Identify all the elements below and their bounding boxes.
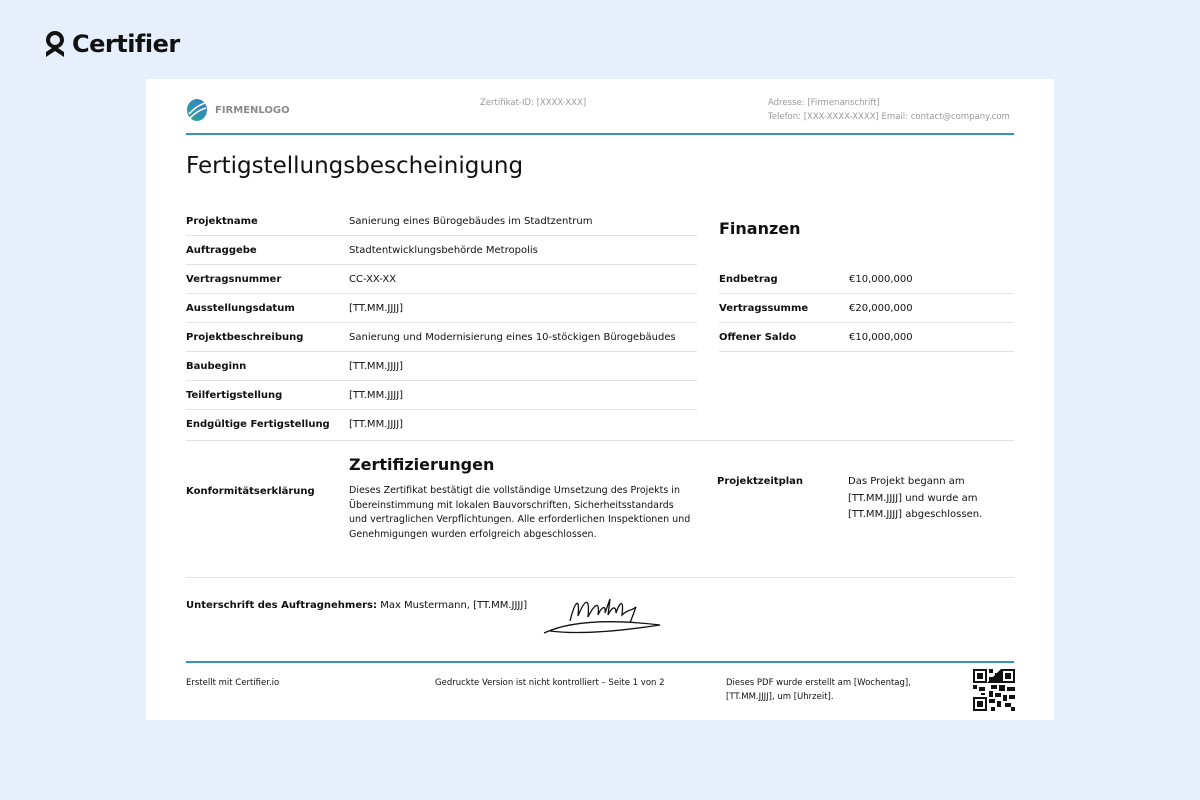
signature-image [540, 591, 665, 637]
timeline-text: Das Projekt begann am [TT.MM.JJJJ] und wurde am [TT.MM.JJJJ] abgeschlossen. [848, 476, 983, 520]
row-value: [TT.MM.JJJJ] [349, 419, 404, 430]
page-title: Fertigstellungsbescheinigung [186, 153, 524, 179]
finance-heading: Finanzen [719, 219, 801, 238]
finance-row [719, 294, 1014, 323]
conformity-label: Konformitätserklärung [186, 486, 315, 497]
row-value: Sanierung eines Bürogebäudes im Stadtzentrum [349, 215, 593, 227]
row-value: [TT.MM.JJJJ] [349, 389, 404, 401]
company-logo-text: FIRMENLOGO [215, 104, 290, 116]
row-value: Stadtentwicklungsbehörde Metropolis [349, 244, 538, 256]
row-label: Offener Saldo [719, 331, 797, 343]
certificate-document [146, 79, 1054, 720]
certifier-logo-icon [44, 29, 66, 59]
table-row [186, 410, 697, 439]
signature-label: Unterschrift des Auftragnehmers: [186, 600, 378, 611]
row-label: Ausstellungsdatum [186, 302, 295, 314]
row-label: Endbetrag [719, 273, 778, 285]
table-row [186, 207, 697, 236]
row-value: Sanierung und Modernisierung eines 10-stöckigen Bürogebäudes [349, 331, 676, 343]
timeline-label: Projektzeitplan [717, 476, 804, 487]
signature-line [186, 600, 527, 611]
row-label: Projektbeschreibung [186, 331, 304, 343]
row-value: €10,000,000 [849, 273, 913, 285]
footer-generated-at: Dieses PDF wurde erstellt am [Wochentag], [TT.MM.JJJJ], um [Uhrzeit]. [726, 678, 911, 702]
row-label: Vertragsnummer [186, 273, 282, 285]
row-label: Endgültige Fertigstellung [186, 419, 330, 430]
row-label: Baubeginn [186, 360, 247, 372]
header-divider [186, 133, 1014, 135]
footer-created-with: Erstellt mit Certifier.io [186, 678, 280, 688]
section-divider [186, 577, 1014, 578]
certifications-heading: Zertifizierungen [349, 455, 495, 474]
row-value: CC-XX-XX [349, 273, 397, 285]
section-divider [186, 440, 1014, 441]
company-logo [186, 98, 290, 122]
company-address: Adresse: [Firmenanschrift] [768, 98, 880, 108]
row-label: Auftraggebe [186, 244, 257, 256]
certificate-id: Zertifikat-ID: [XXXX-XXX] [480, 98, 587, 108]
signature-value: Max Mustermann, [TT.MM.JJJJ] [380, 600, 528, 611]
finance-row [719, 265, 1014, 294]
conformity-text: Dieses Zertifikat bestätigt die vollständige Umsetzung des Projekts in Übereinstimmung mit lokalen Bauvorschriften, Sicherheitsstandards und vertraglichen Verpflichtungen. Alle erforderlichen Inspektionen und Genehmigungen wurden erfolgreich abgeschlossen. [349, 485, 691, 540]
table-row [186, 294, 697, 323]
finance-row [719, 323, 1014, 352]
row-value: [TT.MM.JJJJ] [349, 302, 404, 314]
table-row [186, 381, 697, 410]
row-value: [TT.MM.JJJJ] [349, 360, 404, 372]
brand-name: Certifier [72, 30, 180, 58]
qr-code-icon [973, 669, 1015, 711]
footer-page-info: Gedruckte Version ist nicht kontrolliert – Seite 1 von 2 [435, 678, 665, 688]
table-row [186, 352, 697, 381]
company-logo-icon [186, 98, 208, 122]
row-value: €20,000,000 [849, 302, 913, 314]
row-label: Teilfertigstellung [186, 389, 283, 401]
certifier-brand [44, 29, 180, 59]
footer-divider [186, 661, 1014, 663]
table-row [186, 323, 697, 352]
company-contact: Telefon: [XXX-XXXX-XXXX] Email: contact@company.com [768, 112, 1010, 122]
row-value: €10,000,000 [849, 331, 913, 343]
table-row [186, 265, 697, 294]
row-label: Vertragssumme [719, 302, 809, 314]
row-label: Projektname [186, 215, 258, 227]
table-row [186, 236, 697, 265]
